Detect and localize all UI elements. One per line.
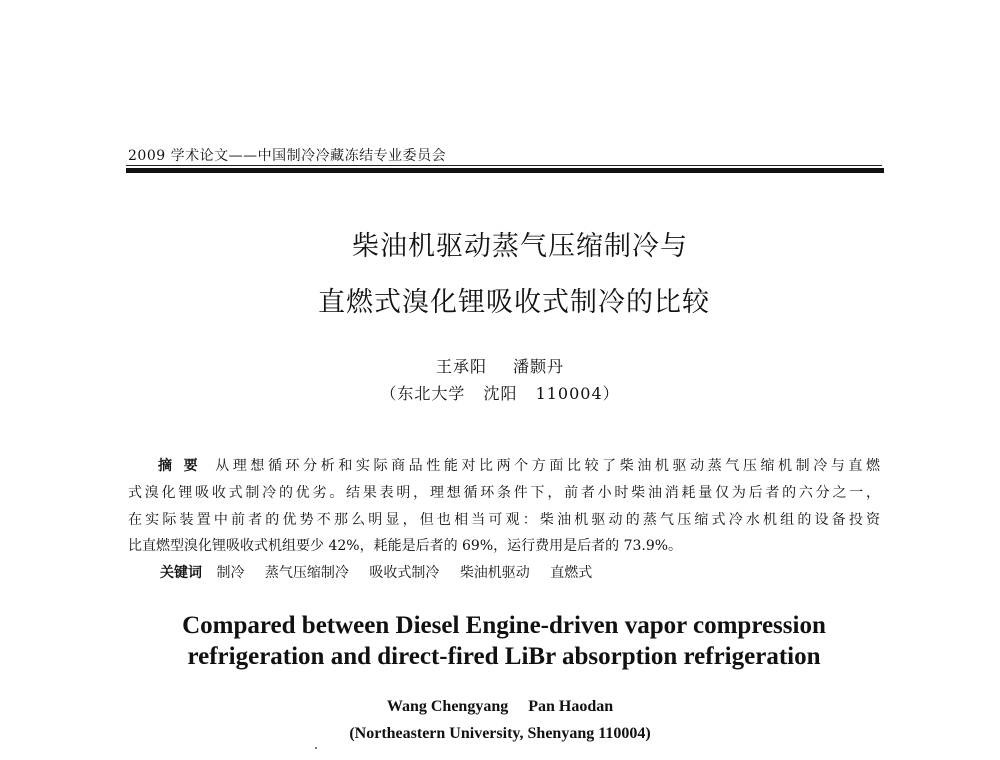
affiliation-en: (Northeastern University, Shenyang 110004): [349, 725, 651, 742]
keyword-5: 直燃式: [550, 565, 593, 581]
title-zh-line-2: 直燃式溴化锂吸收式制冷的比较: [318, 287, 710, 318]
scan-speck: [315, 747, 317, 749]
author-zh-2: 潘颢丹: [513, 357, 565, 376]
author-zh-1: 王承阳: [435, 357, 487, 376]
author-en-1: Wang Chengyang: [386, 698, 509, 715]
keyword-3: 吸收式制冷: [369, 565, 440, 581]
title-en-line-2: refrigeration and direct-fired LiBr absorption refrigeration: [187, 643, 821, 670]
header-rule-thick: [126, 168, 884, 173]
affiliation-zh-institution: 东北大学: [397, 384, 466, 403]
affiliation-zh: [0, 381, 1000, 404]
abstract-line-3: 在实际装置中前者的优势不那么明显，但也相当可观：柴油机驱动的蒸气压缩式冷水机组的设备投资: [128, 512, 880, 528]
affiliation-zh-postcode: 110004: [535, 384, 603, 403]
author-en-2: Pan Haodan: [528, 698, 614, 715]
abstract-text-1: 从理想循环分析和实际商品性能对比两个方面比较了柴油机驱动蒸气压缩机制冷与直燃: [215, 458, 881, 474]
title-zh-line-1: 柴油机驱动蒸气压缩制冷与: [352, 231, 688, 262]
keywords-zh: [160, 562, 608, 582]
keyword-1: 制冷: [216, 565, 245, 581]
keyword-2: 蒸气压缩制冷: [264, 565, 349, 581]
keyword-4: 柴油机驱动: [459, 565, 530, 581]
abstract-line-4: 比直燃型溴化锂吸收式机组要少 42%，耗能是后者的 69%，运行费用是后者的 73.9%。: [128, 538, 683, 554]
running-head: 2009 学术论文——中国制冷冷藏冻结专业委员会: [128, 148, 447, 164]
title-en-line-1: Compared between Diesel Engine-driven vapor compression: [182, 612, 826, 639]
header-rule-thin: [126, 165, 882, 166]
authors-en: [0, 698, 1000, 716]
keywords-label: 关键词: [160, 565, 202, 581]
authors-zh: [0, 354, 1000, 377]
affiliation-zh-open: （: [380, 384, 398, 403]
abstract-line-2: 式溴化锂吸收式制冷的优劣。结果表明，理想循环条件下，前者小时柴油消耗量仅为后者的六分之一，: [128, 485, 880, 501]
affiliation-zh-city: 沈阳: [483, 384, 518, 403]
abstract-label: 摘要: [158, 458, 210, 474]
affiliation-zh-close: ）: [602, 384, 620, 403]
abstract-line-1: [158, 455, 880, 475]
